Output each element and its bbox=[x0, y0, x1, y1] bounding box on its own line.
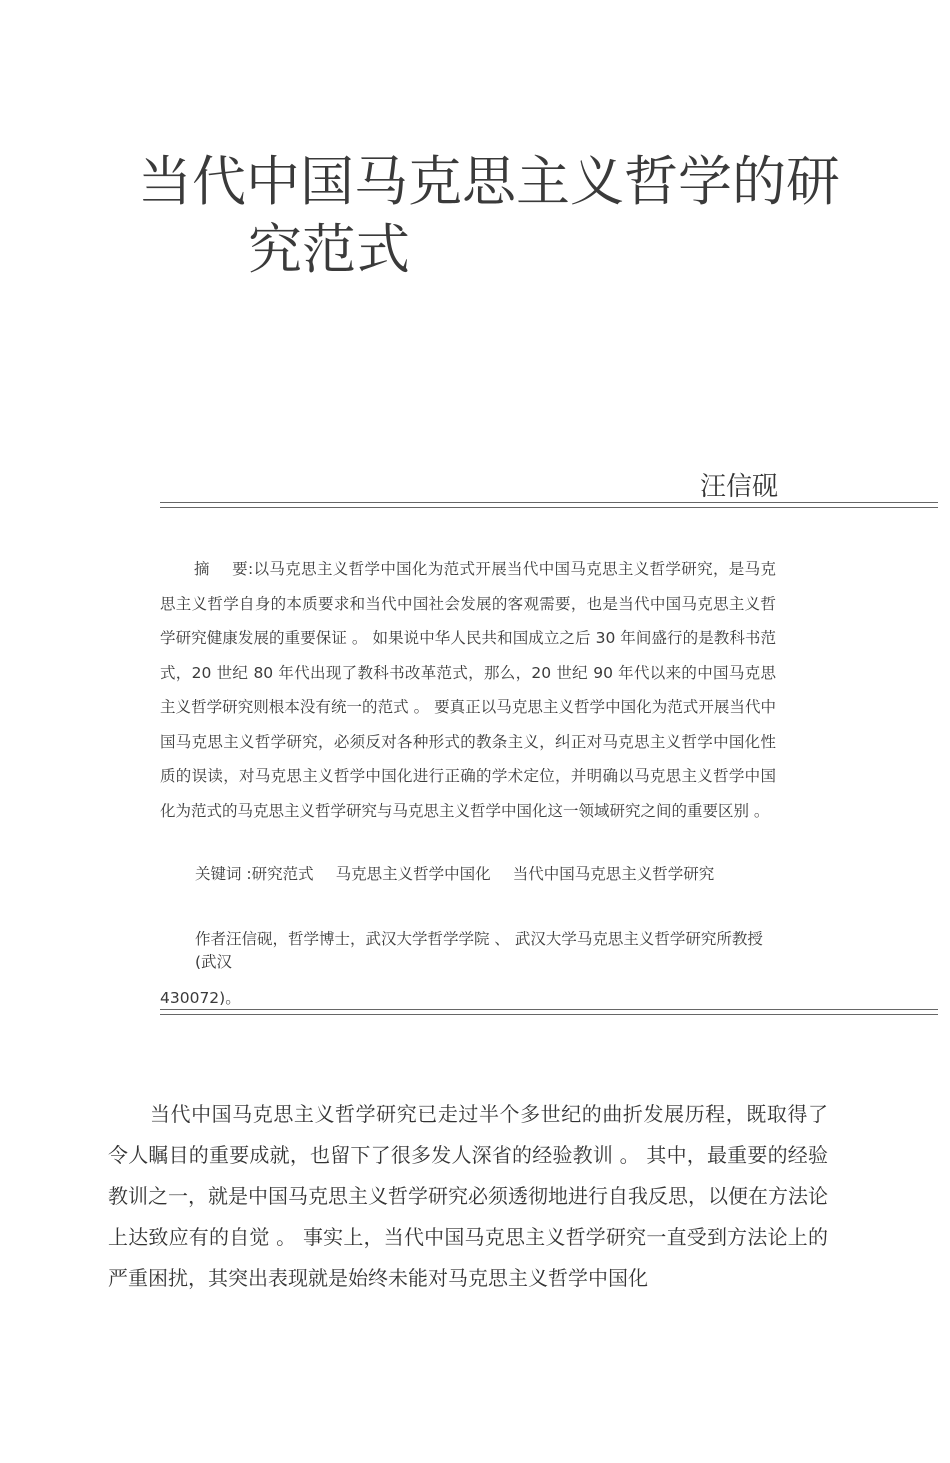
abstract-paragraph bbox=[160, 552, 776, 828]
title-line-2: 究范式 bbox=[248, 218, 410, 281]
keyword-item: 马克思主义哲学中国化 bbox=[335, 865, 491, 883]
abstract-text: :以马克思主义哲学中国化为范式开展当代中国马克思主义哲学研究，是马克思主义哲学自身的本质要求和当代中国社会发展的客观需要，也是当代中国马克思主义哲学研究健康发展的重要保证 。 如果说中华人民共和国成立之后 30 年间盛行的是教科书范式，20 世纪 80 年代出现了教科书改革范式，那么，20 世纪 90 年代以来的中国马克思主义哲学研究则根本没有统一的范式 。 要真正以马克思主义哲学中国化为范式开展当代中国马克思主义哲学研究，必须反对各种形式的教条主义，纠正对马克思主义哲学中国化性质的误读，对马克思主义哲学中国化进行正确的学术定位，并明确以马克思主义哲学中国化为范式的马克思主义哲学研究与马克思主义哲学中国化这一领域研究之间的重要区别 。 bbox=[160, 560, 776, 820]
body-paragraph: 当代中国马克思主义哲学研究已走过半个多世纪的曲折发展历程，既取得了令人瞩目的重要成就，也留下了很多发人深省的经验教训 。 其中，最重要的经验教训之一，就是中国马克思主义哲学研究必须透彻地进行自我反思，以便在方法论上达致应有的自觉 。 事实上，当代中国马克思主义哲学研究一直受到方法论上的严重困扰，其突出表现就是始终未能对马克思主义哲学中国化 bbox=[108, 1102, 828, 1290]
article-title bbox=[138, 148, 858, 284]
body-text bbox=[108, 1094, 828, 1299]
keywords-line bbox=[195, 862, 714, 884]
author-name: 汪信砚 bbox=[700, 472, 779, 502]
author-note: 作者汪信砚，哲学博士，武汉大学哲学学院 、 武汉大学马克思主义哲学研究所教授 (武汉 bbox=[195, 930, 763, 971]
author-note-postcode: 430072)。 bbox=[160, 989, 241, 1007]
keywords-label: 关键词 : bbox=[195, 865, 252, 883]
title-line-1: 当代中国马克思主义哲学的研 bbox=[138, 150, 840, 213]
abstract-label: 摘 要 bbox=[194, 560, 249, 578]
bottom-double-rule bbox=[160, 1009, 938, 1015]
keyword-item: 当代中国马克思主义哲学研究 bbox=[512, 865, 715, 883]
abstract-block bbox=[160, 552, 776, 828]
keyword-item: 研究范式 bbox=[251, 865, 314, 883]
top-double-rule bbox=[160, 502, 938, 508]
